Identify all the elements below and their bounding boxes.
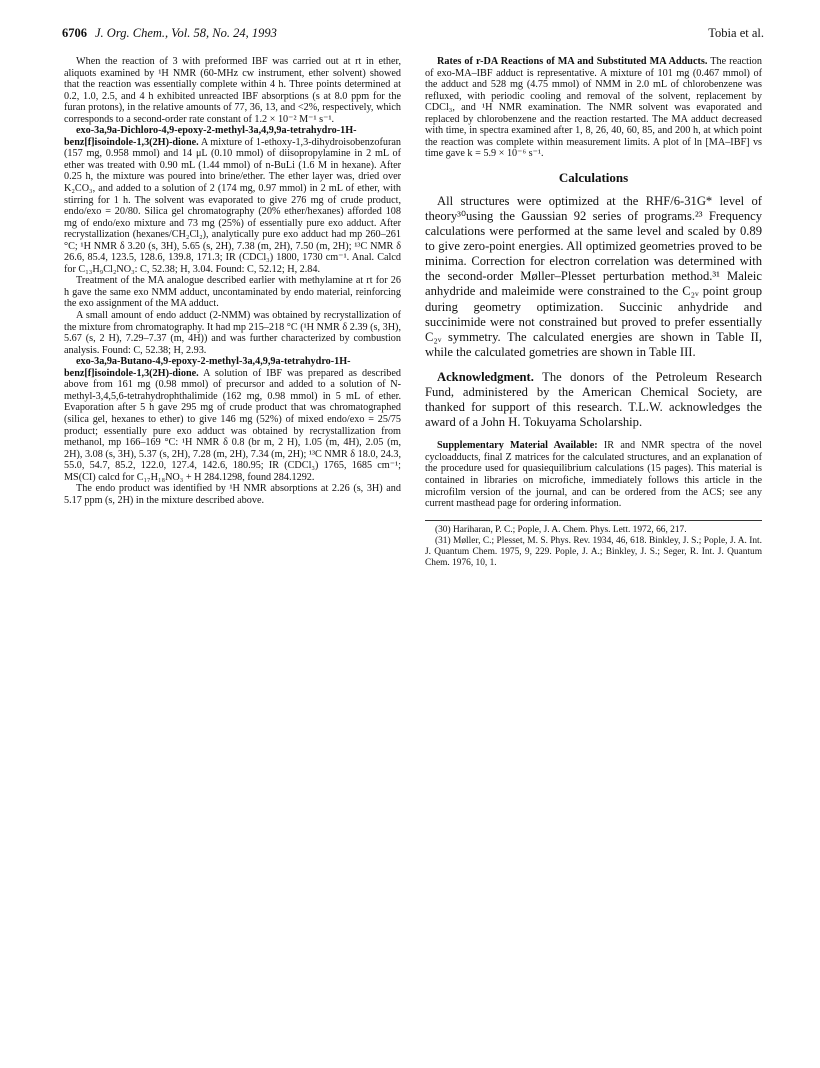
butano-procedure-body: A solution of IBF was prepared as described above from 161 mg (0.98 mmol) of precursor and added to a solution of N-methyl-3,4,5,6-tetrahydrophthalimide (162 mg, 0.98 mmol) in 5 mL of ether. Evaporation after 5 h gave 295 mg of crude product that was chromatographed (silica gel, hexanes to ether) to give 146 mg (52%) of mixed endo/exo = 25/75 product; essentially pure exo adduct was obtained by recrystallization from methanol, mp 166–169 °C: ¹H NMR δ 0.8 (br m, 2 H), 1.05 (m, 4H), 2.05 (m, 2H), 3.08 (s, 3H), 5.37 (s, 2H), 7.28 (m, 2H), 7.34 (m, 2H); ¹³C NMR δ 18.0, 24.3, 55.0, 54.7, 85.2, 122.0, 127.4, 142.6, 180.95; IR (CDCl₃) 1765, 1685 cm⁻¹; MS(CI) calcd for C₁₇H₁₈NO₃ + H 284.1298, found 284.1292. [64, 367, 402, 483]
running-header [62, 26, 764, 42]
rates-heading: Rates of r-DA Reactions of MA and Substituted MA Adducts. [437, 56, 708, 67]
header-left [62, 26, 277, 41]
header-authors: Tobia et al. [708, 26, 764, 40]
endo-product-paragraph: The endo product was identified by ¹H NMR absorptions at 2.26 (s, 3H) and 5.17 ppm (s, 2H) in the mixture described above. [64, 483, 401, 506]
acknowledgment-heading: Acknowledgment. [437, 369, 534, 384]
dichloro-compound-heading: exo-3a,9a-Dichloro-4,9-epoxy-2-methyl-3a,4,9,9a-tetrahydro-1H-benz[f]isoindole-1,3(2H)-dione. [64, 125, 357, 148]
rates-body: The reaction of exo-MA–IBF adduct is representative. A mixture of 101 mg (0.467 mmol) of the adduct and 528 mg (4.75 mmol) of NMM in 2.0 mL of chlorobenzene was refluxed, with periodic cooling and removal of the solvent, replacement by CDCl₃, and ¹H NMR examination. The NMR solvent was evaporated and replaced by chlorobenzene and the reaction restarted. The MA adduct decreased with time, in spectra examined after 1, 8, 26, 40, 60, 85, and 200 h, at which point the reaction was complete within measurement limits. A plot of ln [MA–IBF] vs time gave k = 5.9 × 10⁻⁶ s⁻¹. [425, 56, 762, 160]
kinetics-paragraph: When the reaction of 3 with preformed IBF was carried out at rt in ether, aliquots examined by ¹H NMR (60-MHz cw instrument, ether solvent) showed that the reaction was essentially complete within 4 h. Three points determined at 0.2, 1.0, 2.5, and 4 h exhibited unreacted IBF absorptions (s at 8.0 ppm for the furan protons), in the relative amounts of 77, 36, 13, and <2%, respectively, which corresponds to a second-order rate constant of 1.2 × 10⁻² M⁻¹ s⁻¹. [64, 56, 401, 125]
dichloro-procedure-body: A mixture of 1-ethoxy-1,3-dihydroisobenzofuran (157 mg, 0.958 mmol) and 14 μL (0.10 mmol) of diisopropylamine in 2 mL of ether was treated with 0.90 mL (1.44 mmol) of n-BuLi (1.6 M in hexane). After 0.25 h, the mixture was poured into brine/ether. The ether layer was, dried over K₂CO₃, and added to a solution of 2 (174 mg, 0.97 mmol) in 2 mL of ether, with stirring for 1 h. The solvent was evaporated to give 276 mg of crude product, endo/exo = 20/80. Silica gel chromatography (20% ether/hexanes) afforded 108 mg of endo/exo mixture and 73 mg (25%) of essentially pure exo adduct. After recrystallization (hexanes/CH₂Cl₂), analytically pure exo adduct had mp 260–261 °C; ¹H NMR δ 3.20 (s, 3H), 5.65 (s, 2H), 7.38 (m, 2H), 7.50 (m, 2H); ¹³C NMR δ 26.6, 85.4, 123.5, 128.6, 139.8, 171.3; IR (CDCl₃) 1800, 1730 cm⁻¹. Anal. Calcd for C₁₃H₉Cl₂NO₃: C, 52.38; H, 3.04. Found: C, 52.12; H, 2.84. [64, 136, 401, 275]
calculations-paragraph: All structures were optimized at the RHF/6-31G* level of theory³⁰using the Gaussian 92 series of programs.²³ Frequency calculations were performed at the same level and scaled by 0.89 to give zero-point energies. All optimized geometries proved to be minima. Correction for electron correlation was determined with the second-order Møller–Plesset perturbation method.³¹ Maleic anhydride and maleimide were constrained to the C₂ᵥ point group during geometry optimization. Succinic anhydride and succinimide were not constrained but proved to prefer essentially C₂ᵥ symmetry. The calculated energies are shown in Table II, while the calculated gometries are shown in Table III. [425, 193, 762, 359]
ma-analogue-paragraph: Treatment of the MA analogue described earlier with methylamine at rt for 26 h gave the same exo NMM adduct, uncontaminated by endo material, reinforcing the exo assignment of the MA adduct. [64, 275, 401, 310]
endo-adduct-paragraph: A small amount of endo adduct (2-NMM) was obtained by recrystallization of the mixture from chromatography. It had mp 215–218 °C (¹H NMR δ 2.39 (s, 3H), 5.67 (s, 2 H), 7.29–7.37 (m, 4H)) and was further characterized by combustion analysis. Found: C, 52.38; H, 2.93. [64, 310, 401, 356]
supplementary-body: IR and NMR spectra of the novel cycloadducts, final Z matrices for the calculated structures, and an explanation of the procedure used for quasiequilibrium calculations (15 pages). This material is contained in libraries on microfiche, immediately follows this article in the microfilm version of the journal, and can be ordered from the ACS; see any current masthead page for ordering information. [425, 440, 762, 510]
reference-30: (30) Hariharan, P. C.; Pople, J. A. Chem. Phys. Lett. 1972, 66, 217. [435, 524, 687, 535]
acknowledgment-body: The donors of the Petroleum Research Fund, administered by the American Chemical Society, are thanked for support of this research. T.L.W. acknowledges the award of a John H. Tokuyama Scholarship. [425, 369, 762, 430]
reference-31: (31) Møller, C.; Plesset, M. S. Phys. Rev. 1934, 46, 618. Binkley, J. S.; Pople, J. A. Int. J. Quantum Chem. 1975, 9, 229. Pople, J. A.; Binkley, J. S.; Seger, R. Int. J. Quantum Chem. 1976, 10, 1. [425, 535, 762, 568]
calculations-heading: Calculations [558, 169, 629, 185]
dichloro-procedure [64, 125, 401, 275]
page-number: 6706 [62, 26, 87, 40]
supplementary-heading: Supplementary Material Available: [437, 440, 598, 452]
references [425, 520, 762, 569]
acknowledgment-paragraph [425, 370, 762, 430]
right-column [425, 56, 762, 569]
journal-citation: J. Org. Chem., Vol. 58, No. 24, 1993 [95, 26, 277, 40]
left-column [64, 56, 401, 506]
supplementary-paragraph [425, 440, 762, 509]
butano-procedure [64, 356, 401, 483]
rates-paragraph [425, 56, 762, 160]
butano-compound-heading: exo-3a,9a-Butano-4,9-epoxy-2-methyl-3a,4,9,9a-tetrahydro-1H-benz[f]isoindole-1,3(2H)-dione. [64, 356, 351, 379]
